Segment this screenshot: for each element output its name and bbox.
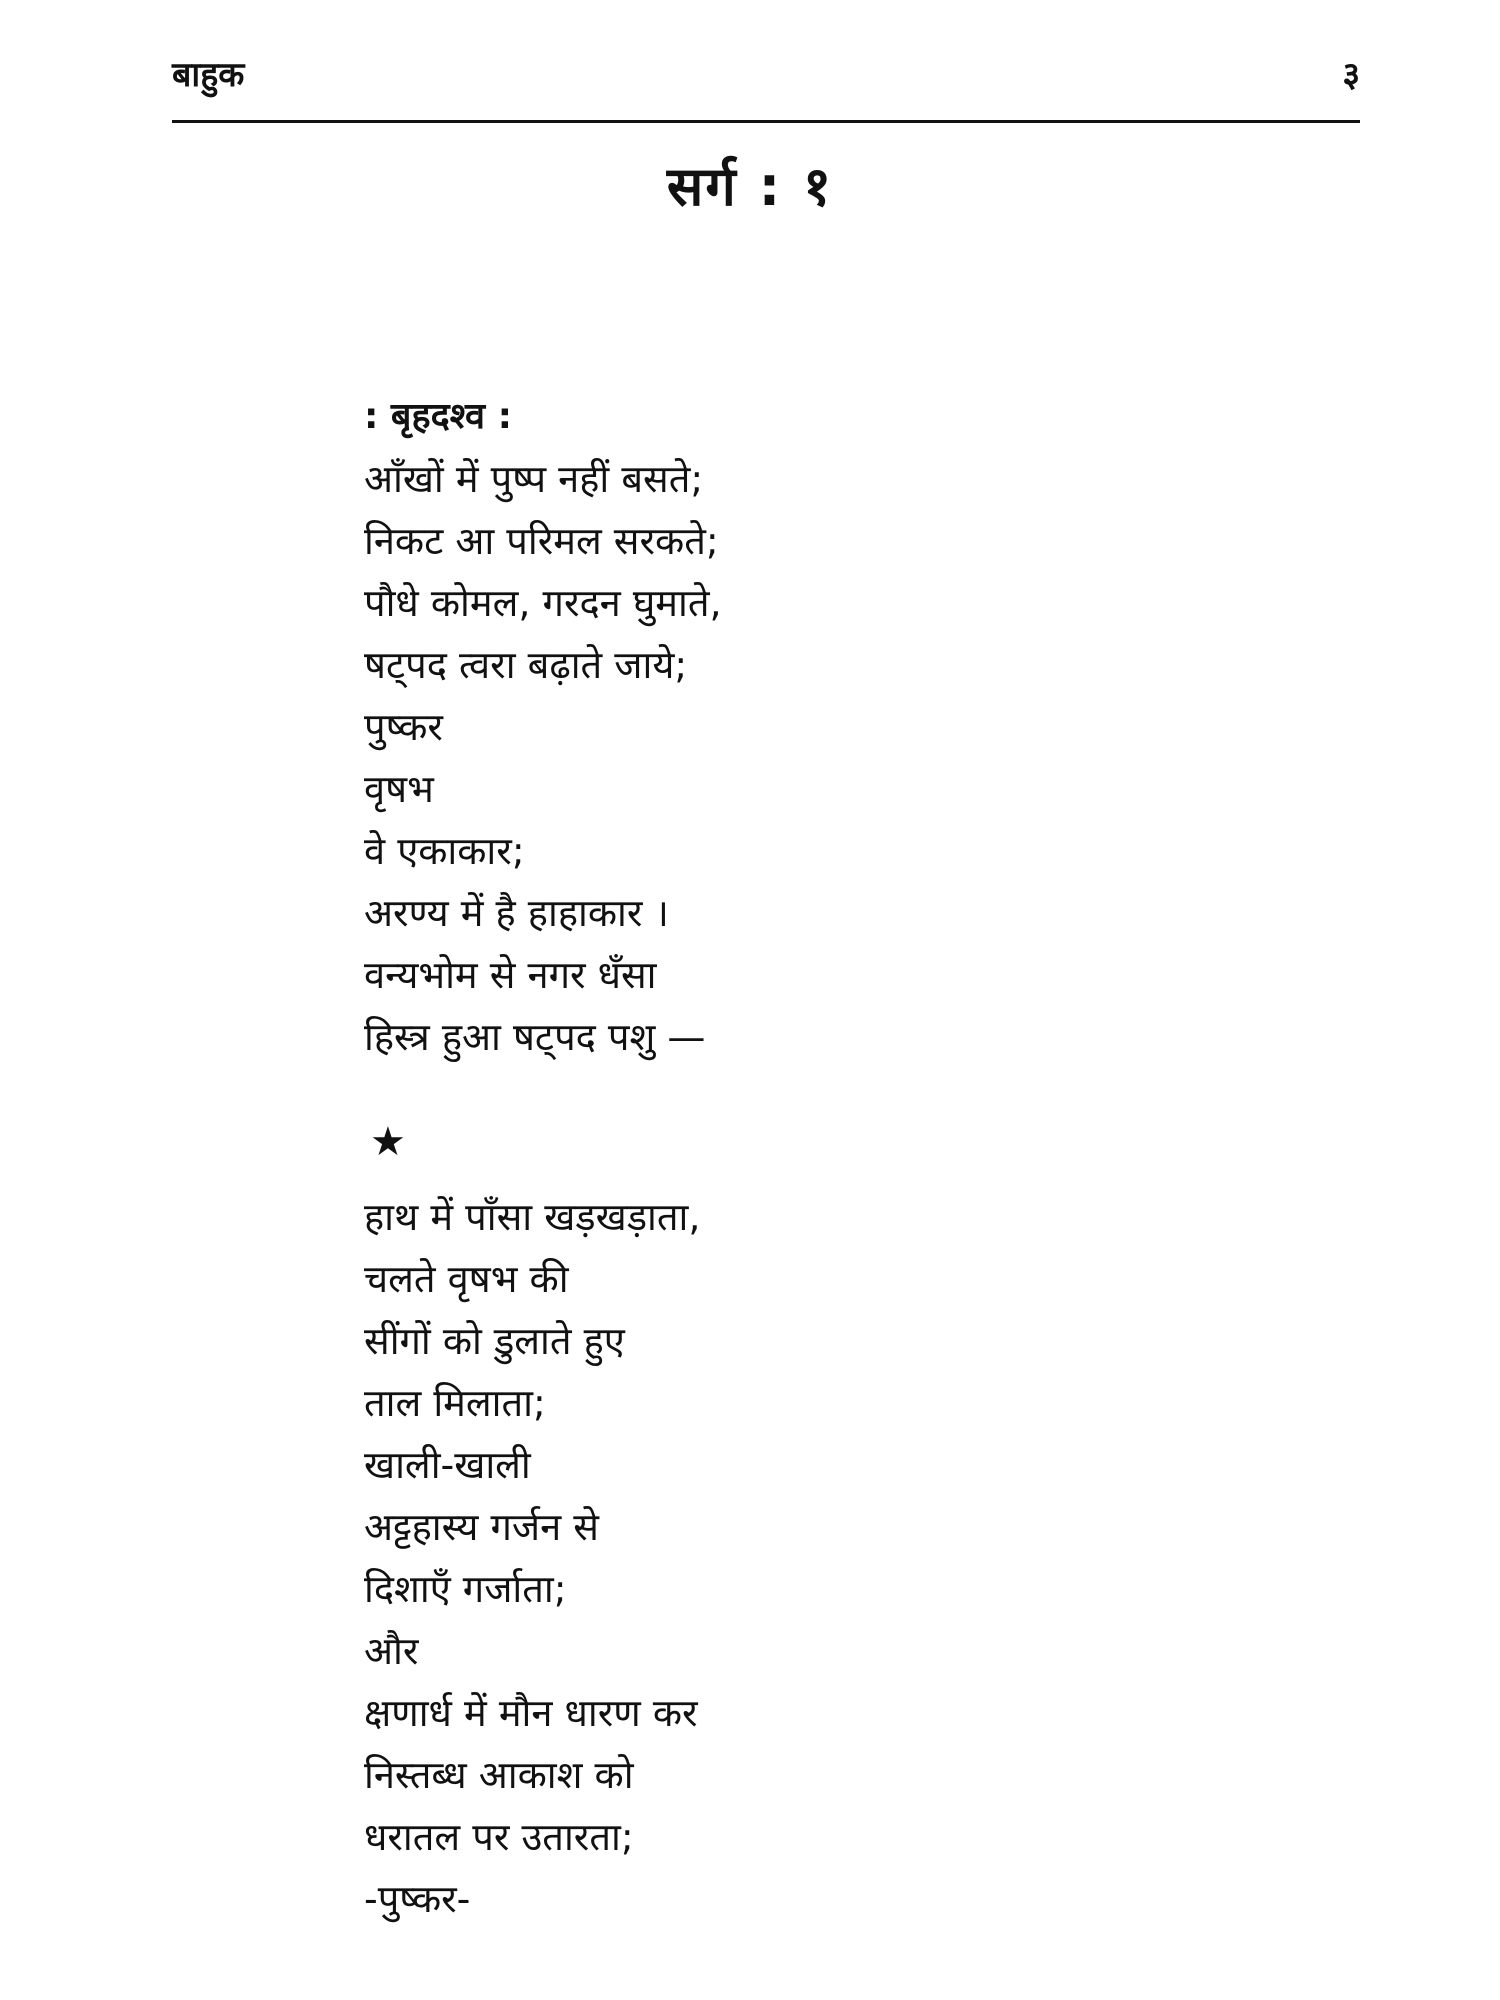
stanza-gap: [364, 1068, 722, 1098]
speaker-heading: : बृहदश्व :: [364, 396, 512, 437]
chapter-title: सर्ग : १: [666, 155, 834, 218]
poem-line: सींगों को डुलाते हुए: [364, 1319, 625, 1363]
stanza-1: [364, 448, 722, 1068]
poem-body: [364, 386, 722, 1930]
poem-line: हाथ में पाँसा खड़खड़ाता,: [364, 1195, 701, 1239]
poem-line: दिशाएँ गर्जाता;: [364, 1567, 567, 1611]
header-rule: [172, 120, 1360, 123]
page-number: ३: [1342, 55, 1360, 95]
poem-line: हिस्त्र हुआ षट्पद पशु —: [364, 1015, 706, 1059]
poem-line: -पुष्कर-: [364, 1877, 471, 1921]
poem-line: अट्टहास्य गर्जन से: [364, 1505, 599, 1549]
stanza-2: [364, 1186, 722, 1930]
poem-line: वृषभ: [364, 767, 434, 811]
poem-line: वे एकाकार;: [364, 829, 525, 873]
star-separator-icon: ★: [370, 1119, 406, 1165]
poem-line: अरण्य में है हाहाकार ।: [364, 891, 669, 935]
poem-line: षट्पद त्वरा बढ़ाते जाये;: [364, 643, 688, 687]
poem-line: धरातल पर उतारता;: [364, 1815, 634, 1859]
poem-line: ताल मिलाता;: [364, 1381, 546, 1425]
poem-line: पुष्कर: [364, 705, 443, 749]
running-head-title: बाहुक: [172, 55, 245, 95]
poem-line: वन्यभोम से नगर धँसा: [364, 953, 657, 997]
poem-line: आँखों में पुष्प नहीं बसते;: [364, 457, 704, 501]
poem-line: निस्तब्ध आकाश को: [364, 1753, 634, 1797]
poem-line: खाली-खाली: [364, 1443, 531, 1487]
poem-line: पौधे कोमल, गरदन घुमाते,: [364, 581, 722, 625]
poem-line: और: [364, 1629, 419, 1673]
poem-line: चलते वृषभ की: [364, 1257, 569, 1301]
poem-line: क्षणार्ध में मौन धारण कर: [364, 1691, 698, 1735]
poem-line: निकट आ परिमल सरकते;: [364, 519, 719, 563]
